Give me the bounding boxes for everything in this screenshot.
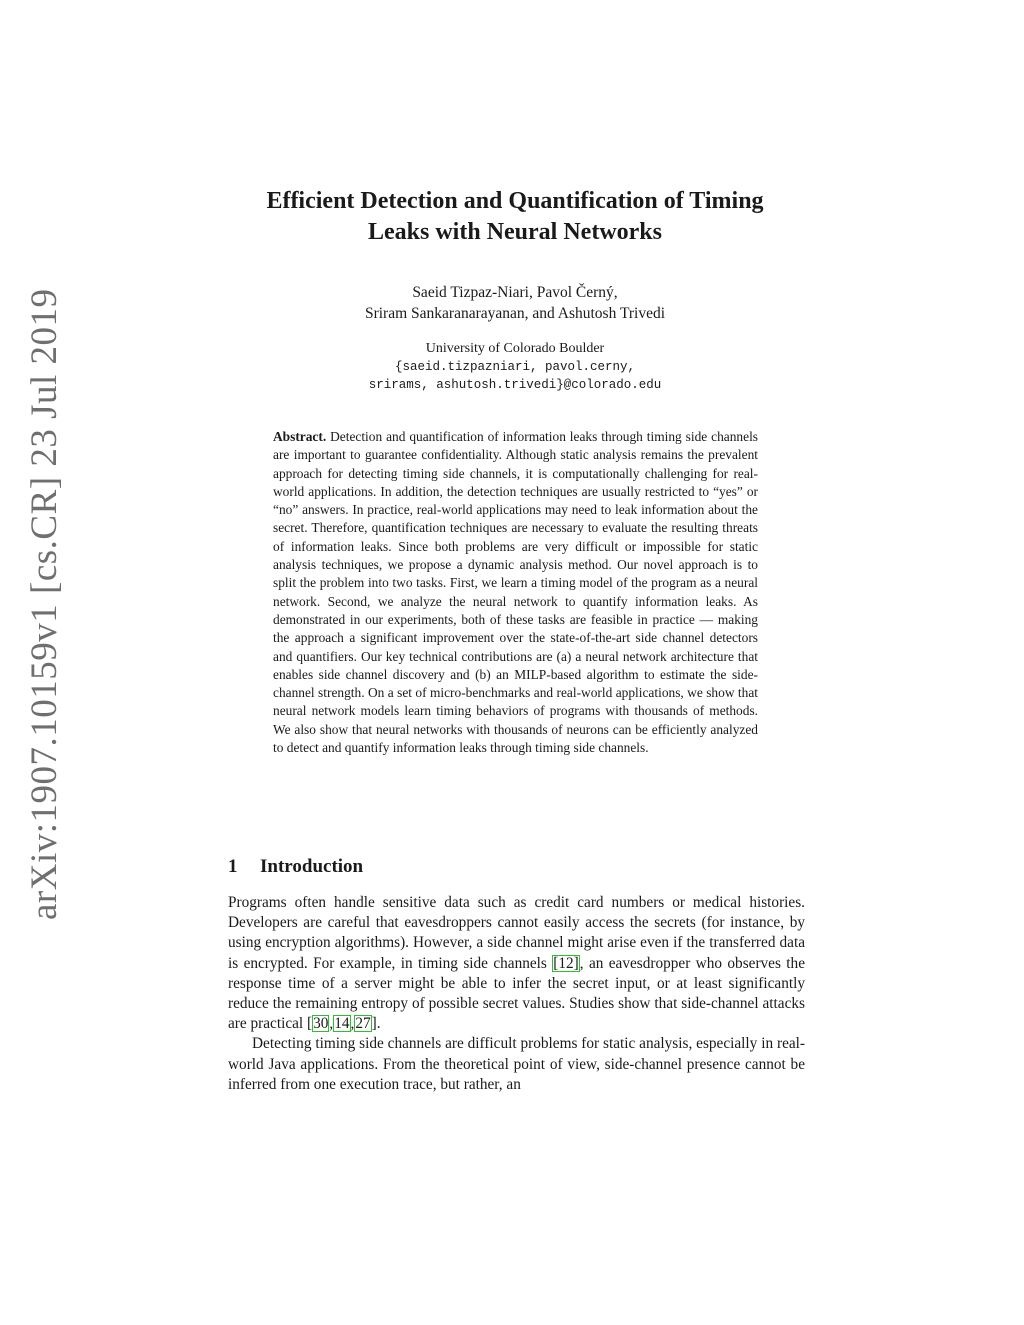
introduction-body [228, 893, 805, 1095]
section-title: Introduction [260, 856, 364, 877]
affiliation-block [200, 340, 830, 394]
citation-bracket-close: ] [371, 1015, 377, 1033]
citation-bracket-open: [ [306, 1015, 313, 1033]
institution: University of Colorado Boulder [425, 341, 605, 356]
intro-text-1b: , an eavesdropper who observes the response time of a server might be able to infer the secret input, or at least significantly reduce the remaining entropy of possible secret values. Studies show that side-channel attacks are practical [228, 954, 805, 1033]
authors-line-2: Sriram Sankaranarayanan, and Ashutosh Trivedi [364, 305, 666, 322]
title-line-1: Efficient Detection and Quantification of Timing [266, 188, 764, 214]
intro-paragraph-2: Detecting timing side channels are difficult problems for static analysis, especially in real-world Java applications. From the theoretical point of view, side-channel presence cannot be inferred from one execution trace, but rather, an [228, 1035, 805, 1093]
abstract-text: Detection and quantification of information leaks through timing side channels are important to guarantee confidentiality. Although static analysis remains the prevalent approach for detecting timing side channels, it is computationally challenging for real-world applications. In addition, the detection techniques are usually restricted to “yes” or “no” answers. In practice, real-world applications may need to leak information about the secret. Therefore, quantification techniques are necessary to evaluate the resulting threats of information leaks. Since both problems are very difficult or impossible for static analysis techniques, we propose a dynamic analysis method. Our novel approach is to split the problem into two tasks. First, we learn a timing model of the program as a neural network. Second, we analyze the neural network to quantify information leaks. As demonstrated in our experiments, both of these tasks are feasible in practice — making the approach a significant improvement over the state-of-the-art side channel detectors and quantifiers. Our key technical contributions are (a) a neural network architecture that enables side channel discovery and (b) an MILP-based algorithm to estimate the side-channel strength. On a set of micro-benchmarks and real-world applications, we show that neural network models learn timing behaviors of programs with thousands of methods. We also show that neural networks with thousands of neurons can be efficiently analyzed to detect and quantify information leaks through timing side channels. [273, 429, 758, 756]
author-list [200, 282, 830, 324]
citation-link-27[interactable]: 27 [355, 1015, 371, 1033]
authors-line-1: Saeid Tizpaz-Niari, Pavol Černý, [412, 284, 618, 301]
intro-text-1a: Programs often handle sensitive data such as credit card numbers or medical histories. Developers are careful that eavesdroppers cannot easily access the secrets (for instance, by using encryption algorithms). However, a side channel might arise even if the transferred data is encrypted. For example, in timing side channels [228, 894, 805, 972]
intro-paragraph-1 [228, 893, 805, 1034]
citation-link-14[interactable]: 14 [334, 1015, 350, 1033]
arxiv-identifier-stamp: arXiv:1907.10159v1 [cs.CR] 23 Jul 2019 [24, 288, 65, 920]
intro-text-1c: . [376, 1015, 381, 1033]
title-line-2: Leaks with Neural Networks [368, 219, 662, 245]
citation-separator: , [329, 1015, 334, 1033]
citation-link-30[interactable]: 30 [313, 1015, 329, 1033]
citation-separator: , [350, 1015, 355, 1033]
citation-link-12[interactable]: [12] [553, 954, 579, 972]
emails-line-1: {saeid.tizpazniari, pavol.cerny, [394, 360, 636, 374]
section-heading [228, 856, 363, 878]
emails-line-2: srirams, ashutosh.trivedi}@colorado.edu [368, 378, 662, 392]
abstract [273, 428, 758, 757]
section-number: 1 [228, 856, 238, 877]
abstract-label: Abstract. [273, 429, 327, 444]
paper-title [200, 186, 830, 248]
